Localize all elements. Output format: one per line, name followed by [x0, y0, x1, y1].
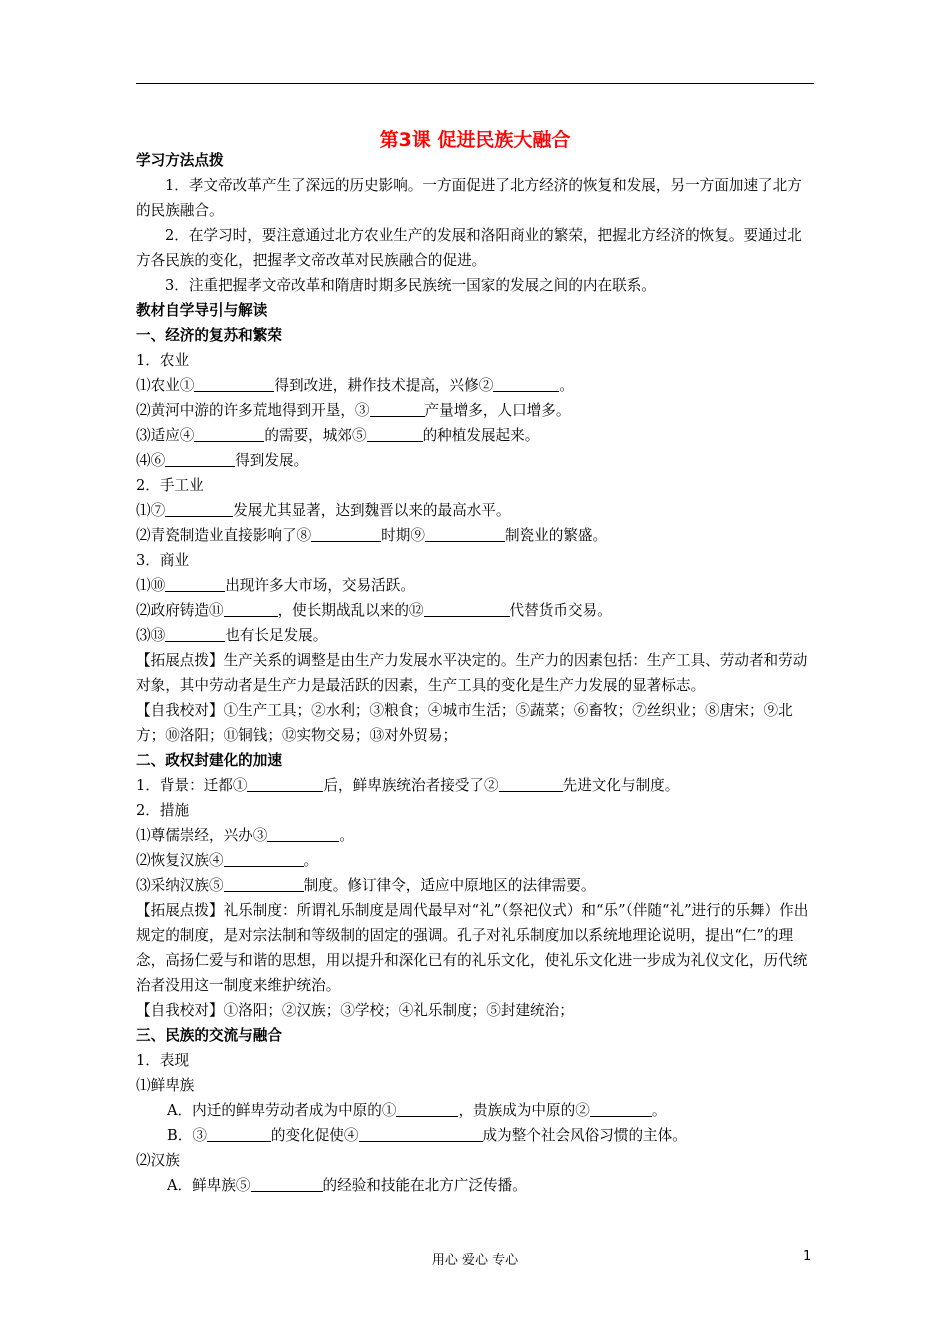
item-a3-1: ⑴⑩ 出现许多大市场，交易活跃。 [136, 577, 415, 594]
fill-blank[interactable] [590, 1100, 652, 1117]
fill-blank[interactable] [359, 1125, 483, 1142]
fill-blank[interactable] [247, 775, 323, 792]
fill-blank[interactable] [367, 425, 423, 442]
item-c1-1A: A．内迁的鲜卑劳动者成为中原的① ，贵族成为中原的② 。 [167, 1102, 667, 1119]
page-title: 第3课 促进民族大融合 [379, 129, 571, 151]
fill-blank[interactable] [499, 775, 563, 792]
item-a1-1: ⑴农业① 得到改进，耕作技术提高，兴修② 。 [136, 377, 574, 394]
self-check-1: 【自我校对】①生产工具；②水利；③粮食；④城市生活；⑤蔬菜；⑥畜牧；⑦丝织业；⑧唐宋；⑨北方；⑩洛阳；⑪铜钱；⑫实物交易；⑬对外贸易； [136, 702, 793, 744]
item-a2-2: ⑵青瓷制造业直接影响了⑧ 时期⑨ 制瓷业的繁盛。 [136, 527, 608, 544]
item-b2-1: ⑴尊儒崇经，兴办③ 。 [136, 827, 354, 844]
fill-blank[interactable] [194, 425, 264, 442]
method-point-1: 1．孝文帝改革产生了深远的历史影响。一方面促进了北方经济的恢复和发展，另一方面加速了北方的民族融合。 [136, 177, 802, 219]
fill-blank[interactable] [165, 500, 233, 517]
item-c1-1: ⑴鲜卑族 [136, 1077, 195, 1094]
item-a1-2: ⑵黄河中游的许多荒地得到开垦，③ 产量增多，人口增多。 [136, 402, 571, 419]
item-a3-3: ⑶⑬ 也有长足发展。 [136, 627, 328, 644]
item-a3-2: ⑵政府铸造⑪ ，使长期战乱以来的⑫ 代替货币交易。 [136, 602, 612, 619]
fill-blank[interactable] [425, 525, 505, 542]
fill-blank[interactable] [311, 525, 381, 542]
item-a1-3: ⑶适应④ 的需要，城郊⑤ 的种植发展起来。 [136, 427, 540, 444]
heading-politics: 二、政权封建化的加速 [136, 752, 282, 769]
item-b2-3: ⑶采纳汉族⑤ 制度。修订律令，适应中原地区的法律需要。 [136, 877, 596, 894]
document-body [136, 148, 816, 1198]
item-a2-1: ⑴⑦ 发展尤其显著，达到魏晋以来的最高水平。 [136, 502, 511, 519]
sub-handicraft: 2．手工业 [136, 477, 204, 494]
extension-note-2: 【拓展点拨】礼乐制度：所谓礼乐制度是周代最早对“礼”（祭祀仪式）和“乐”（伴随“礼”进行的乐舞）作出规定的制度，是对宗法制和等级制的固定的强调。孔子对礼乐制度加以系统地理论说明，提出“仁”的理念，高扬仁爱与和谐的思想，用以提升和深化已有的礼乐文化，使礼乐文化进一步成为礼仪文化，历代统治者没用这一制度来维护统治。 [136, 902, 809, 994]
method-point-2: 2．在学习时，要注意通过北方农业生产的发展和洛阳商业的繁荣，把握北方经济的恢复。要通过北方各民族的变化，把握孝文帝改革对民族融合的促进。 [136, 227, 802, 269]
sub-manifestation: 1．表现 [136, 1052, 190, 1069]
page-number: 1 [803, 1249, 812, 1264]
extension-note-1: 【拓展点拨】生产关系的调整是由生产力发展水平决定的。生产力的因素包括：生产工具、劳动者和劳动对象，其中劳动者是生产力是最活跃的因素，生产工具的变化是生产力发展的显著标志。 [136, 652, 808, 694]
sub-measures: 2．措施 [136, 802, 190, 819]
heading-fusion: 三、民族的交流与融合 [136, 1027, 282, 1044]
method-point-3: 3．注重把握孝文帝改革和隋唐时期多民族统一国家的发展之间的内在联系。 [165, 277, 656, 294]
fill-blank[interactable] [165, 450, 235, 467]
fill-blank[interactable] [396, 1100, 458, 1117]
fill-blank[interactable] [251, 1175, 323, 1192]
fill-blank[interactable] [370, 400, 425, 417]
heading-economy: 一、经济的复苏和繁荣 [136, 327, 282, 344]
fill-blank[interactable] [165, 625, 225, 642]
fill-blank[interactable] [194, 375, 274, 392]
sub-agriculture: 1．农业 [136, 352, 190, 369]
item-b1: 1．背景：迁都① 后，鲜卑族统治者接受了② 先进文化与制度。 [136, 777, 680, 794]
self-check-2: 【自我校对】①洛阳；②汉族；③学校；④礼乐制度；⑤封建统治； [136, 1002, 574, 1019]
footer-slogan: 用心 爱心 专心 [431, 1253, 519, 1268]
sub-commerce: 3．商业 [136, 552, 190, 569]
fill-blank[interactable] [267, 825, 339, 842]
section-heading-method: 学习方法点拨 [136, 152, 224, 169]
fill-blank[interactable] [224, 850, 304, 867]
fill-blank[interactable] [207, 1125, 271, 1142]
fill-blank[interactable] [424, 600, 510, 617]
header-rule [136, 83, 814, 84]
item-c1-1B: B．③ 的变化促使④ 成为整个社会风俗习惯的主体。 [167, 1127, 687, 1144]
fill-blank[interactable] [493, 375, 559, 392]
item-c1-2A: A．鲜卑族⑤ 的经验和技能在北方广泛传播。 [167, 1177, 527, 1194]
item-a1-4: ⑷⑥ 得到发展。 [136, 452, 309, 469]
item-b2-2: ⑵恢复汉族④ 。 [136, 852, 319, 869]
fill-blank[interactable] [224, 875, 304, 892]
fill-blank[interactable] [224, 600, 278, 617]
section-heading-guide: 教材自学导引与解读 [136, 302, 268, 319]
item-c1-2: ⑵汉族 [136, 1152, 180, 1169]
fill-blank[interactable] [165, 575, 225, 592]
